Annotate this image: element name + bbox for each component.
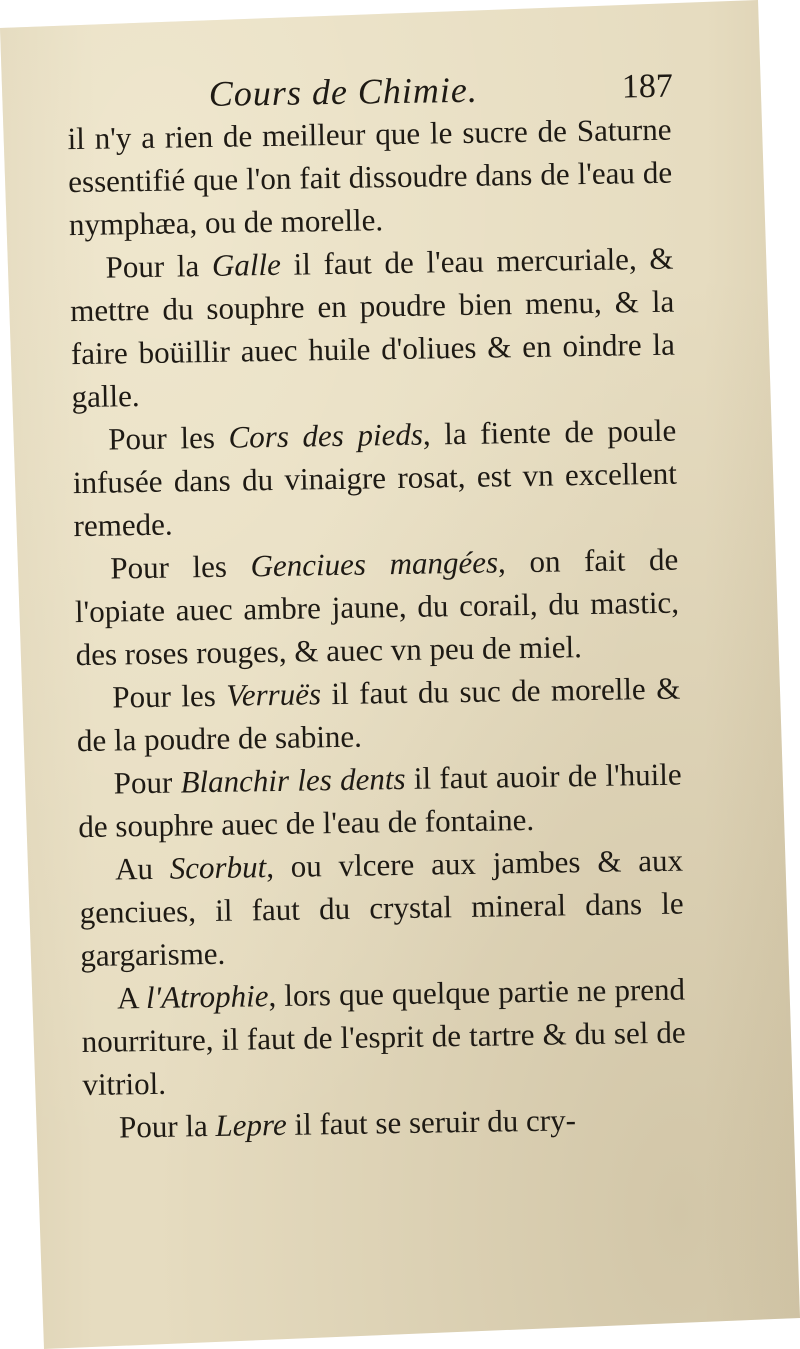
- paragraph: [76, 667, 681, 762]
- page-number: 187: [621, 67, 674, 106]
- remedy-term: Genciues mangées: [250, 544, 499, 584]
- paragraph: [79, 839, 685, 977]
- paragraph: [77, 753, 682, 848]
- paragraph-text: il faut de l'eau mercuriale, & mettre du souphre en poudre bien menu, & la faire boüillir auec huile d'oliues & en oindre la galle.: [69, 240, 676, 415]
- paragraph: [83, 1097, 688, 1149]
- body-text: [67, 108, 687, 1149]
- remedy-term: Verruës: [226, 676, 322, 713]
- paragraph-text: , ou vlcere aux jambes & aux genciues, il faut du crystal mineral dans le gargarisme.: [79, 842, 684, 974]
- paragraph-text: Pour les: [110, 548, 251, 586]
- remedy-term: l'Atrophie: [145, 978, 269, 1016]
- paragraph-text: Pour les: [107, 419, 229, 457]
- running-title: Cours de Chimie.: [208, 69, 479, 114]
- remedy-term: Scorbut: [169, 849, 267, 886]
- paragraph-text: il faut du suc de morelle & de la poudre de sabine.: [76, 670, 681, 759]
- remedy-term: Lepre: [215, 1106, 287, 1143]
- paragraph-text: il faut se seruir du cry-: [286, 1102, 577, 1142]
- paragraph: [69, 237, 676, 418]
- paragraph-text: , on fait de l'opiate auec ambre jaune, du corail, du mastic, des roses rouges, & auec vn peu de miel.: [74, 541, 680, 673]
- remedy-term: Galle: [211, 246, 282, 283]
- paragraph: [72, 409, 678, 547]
- paragraph: [67, 108, 673, 246]
- paragraph-text: Au: [114, 850, 171, 887]
- paragraph: [81, 968, 687, 1106]
- paragraph-text: Pour: [113, 764, 181, 801]
- paragraph-text: Pour la: [105, 247, 213, 285]
- paragraph: [74, 538, 680, 676]
- remedy-term: Blanchir les dents: [180, 760, 406, 800]
- paragraph-text: , la fiente de poule infusée dans du vinaigre rosat, est vn excellent remede.: [72, 412, 678, 544]
- paragraph-text: Pour les: [112, 677, 227, 715]
- paragraph-text: , lors que quelque partie ne prend nourriture, il faut de l'esprit de tartre & du sel de vitriol.: [81, 971, 686, 1103]
- paragraph-text: il faut auoir de l'huile de souphre auec de l'eau de fontaine.: [78, 756, 682, 845]
- paragraph-text: il n'y a rien de meilleur que le sucre de Saturne essentifié que l'on fait dissoudre dans de l'eau de nymphæa, ou de morelle.: [67, 111, 673, 243]
- paragraph-text: Pour la: [118, 1107, 216, 1145]
- remedy-term: Cors des pieds: [228, 416, 424, 455]
- paragraph-text: A: [116, 980, 147, 1016]
